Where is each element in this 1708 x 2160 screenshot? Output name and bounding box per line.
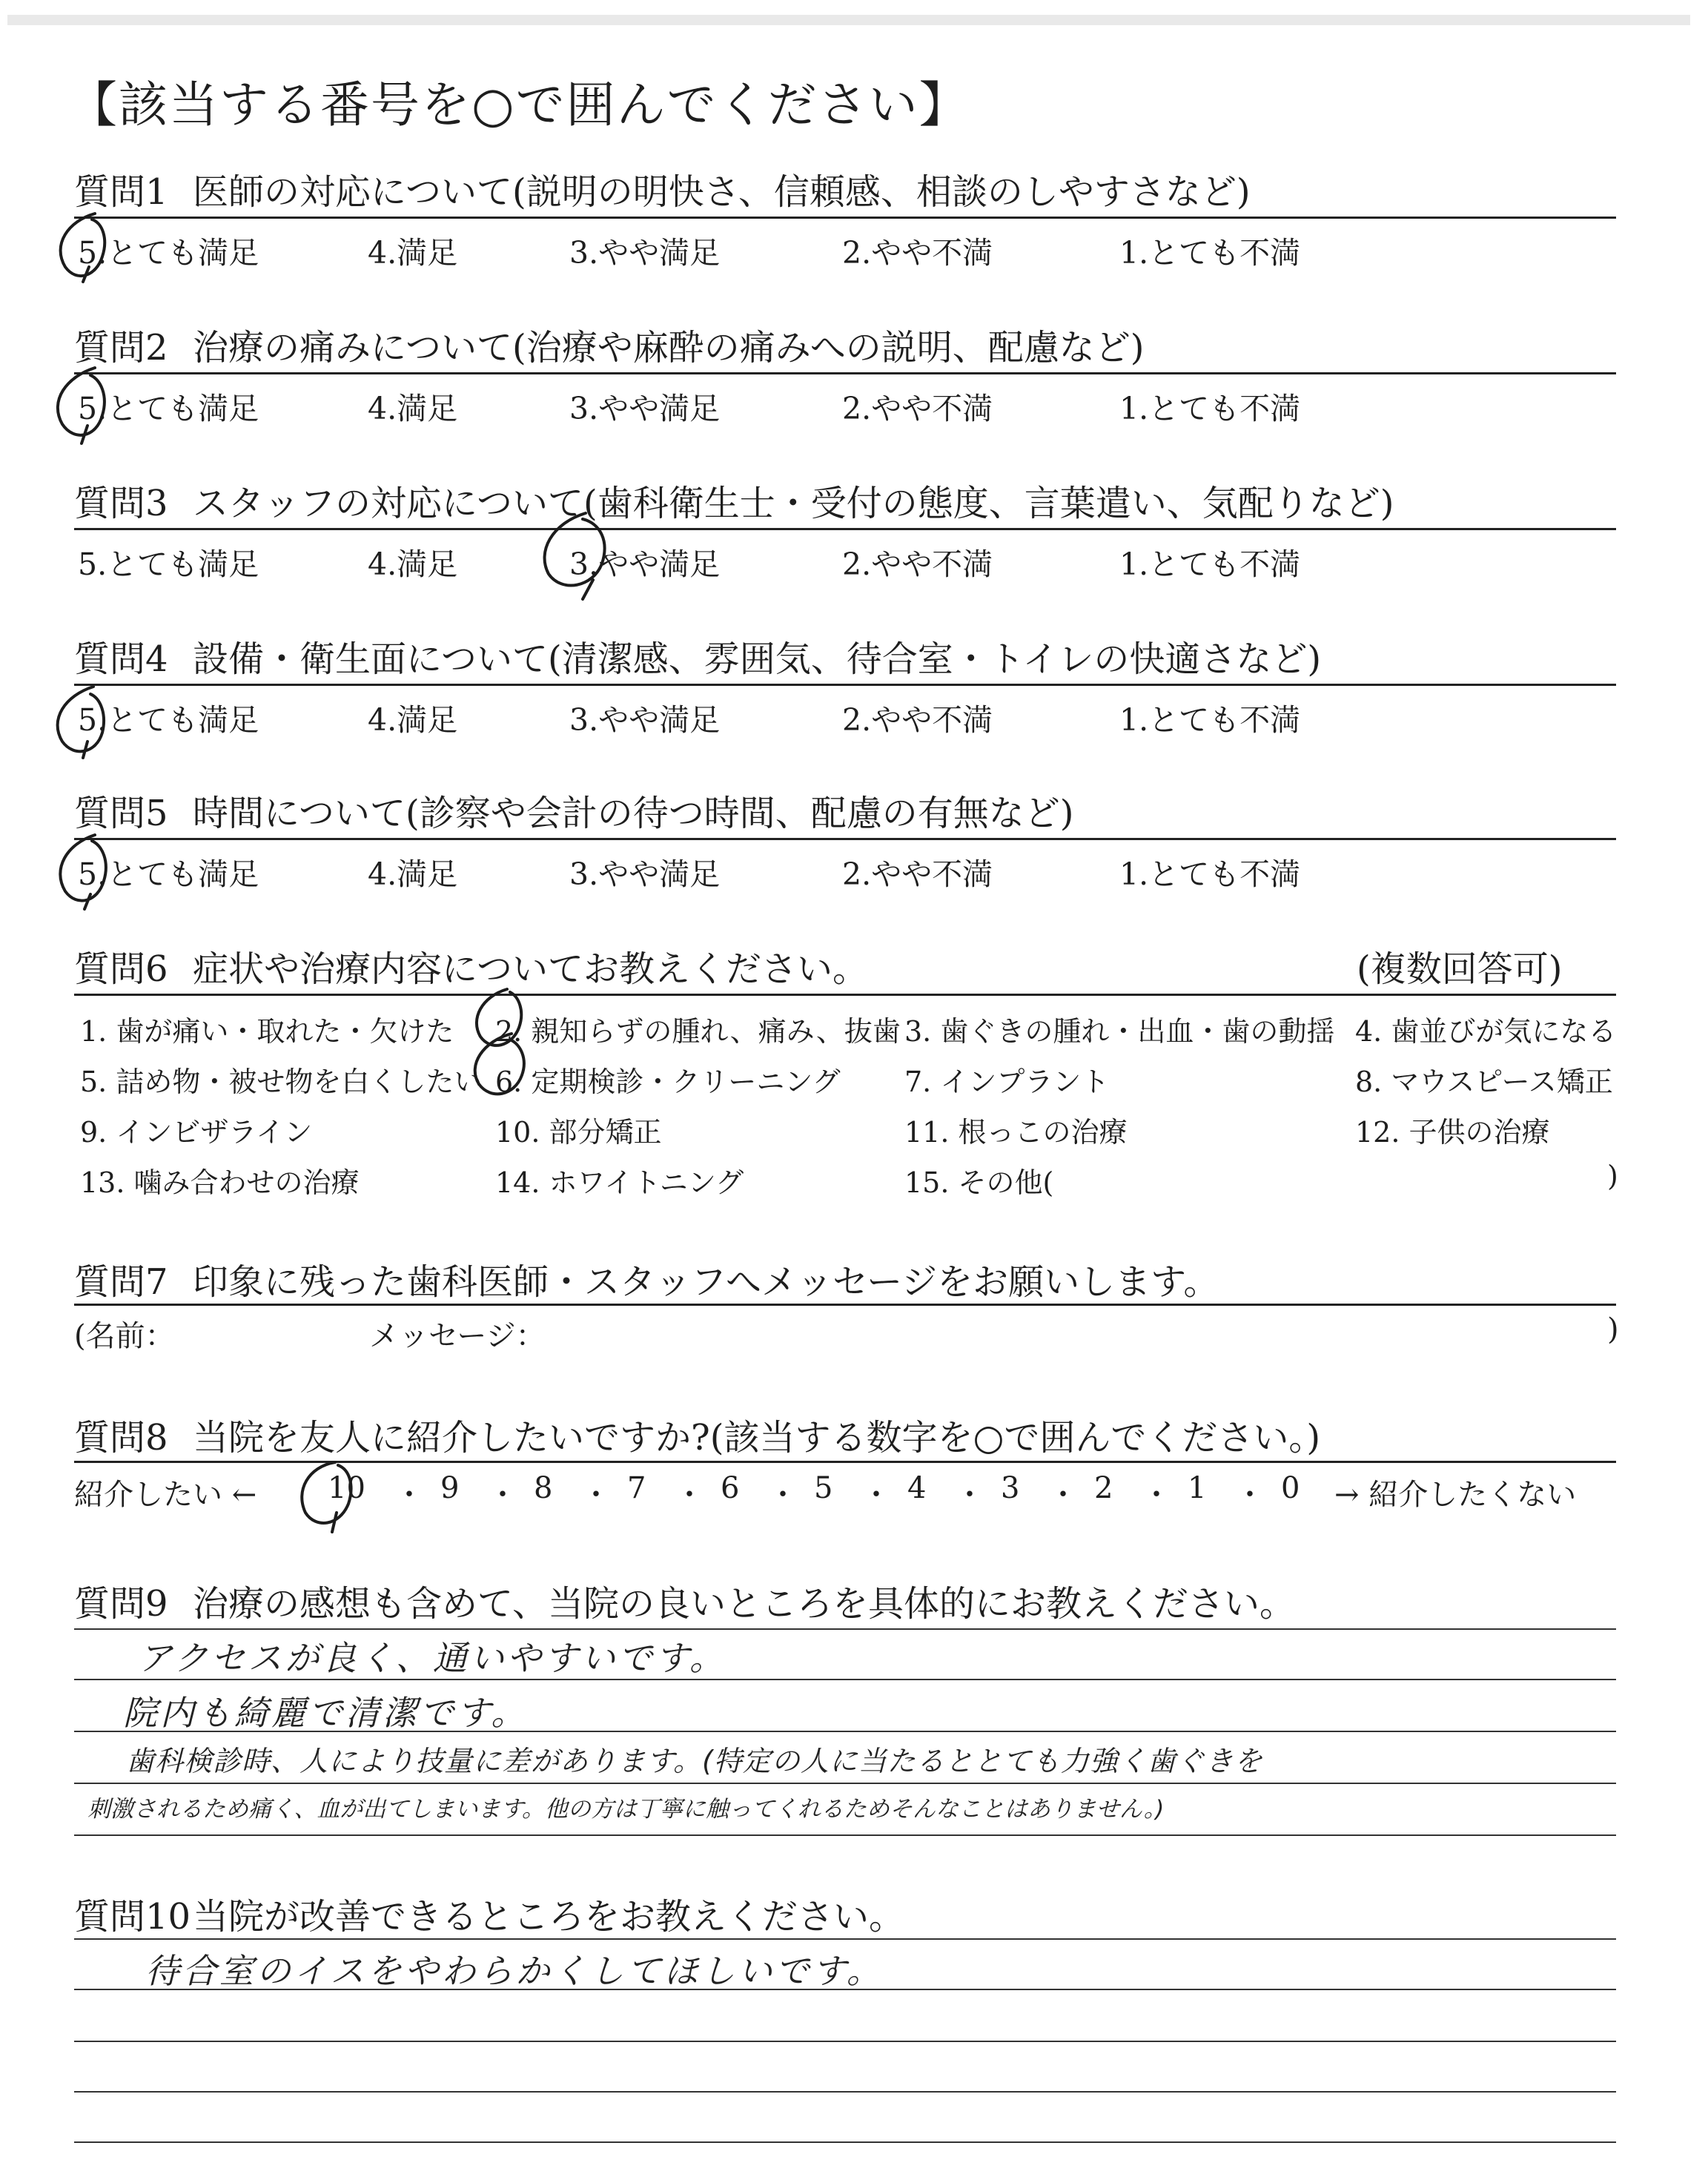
question-text: 時間について(診察や会計の待つ時間、配慮の有無など) <box>193 793 1074 834</box>
checkbox-item[interactable]: 5. 詰め物・被せ物を白くしたい <box>80 1066 483 1098</box>
checkbox-item[interactable]: 7. インプラント <box>904 1066 1110 1098</box>
question-number: 質問10 <box>74 1896 191 1938</box>
scale-7[interactable]: 7 <box>627 1471 646 1505</box>
scale-dot: ・ <box>488 1478 517 1512</box>
scale-9[interactable]: 9 <box>440 1471 460 1505</box>
handwritten-answer: 待合室のイスをやわらかくしてほしいです。 <box>145 1951 884 1991</box>
option-1[interactable]: 1.とても不満 <box>1119 546 1301 582</box>
checkbox-item[interactable]: 9. インビザライン <box>80 1116 313 1149</box>
question-8 <box>74 1409 1320 1460</box>
checkbox-item[interactable]: 11. 根っこの治療 <box>904 1116 1128 1149</box>
q5-options <box>74 850 1616 894</box>
question-4 <box>74 630 1321 681</box>
option-5[interactable]: 5.とても満足 <box>78 856 259 892</box>
option-4[interactable]: 4.満足 <box>368 235 458 271</box>
checkbox-item[interactable]: 14. ホワイトニング <box>495 1166 744 1199</box>
checkbox-item[interactable]: 15. その他( <box>904 1166 1054 1199</box>
handwritten-answer: 院内も綺麗で清潔です。 <box>123 1693 529 1733</box>
question-text: 当院を友人に紹介したいですか?(該当する数字を○で囲んでください。) <box>193 1417 1321 1459</box>
message-label: メッセージ： <box>369 1319 546 1353</box>
handwritten-answer: 歯科検診時、人により技量に差があります。(特定の人に当たるととても力強く歯ぐきを <box>126 1745 1263 1777</box>
question-9 <box>74 1575 1295 1626</box>
checkbox-item[interactable]: 10. 部分矯正 <box>495 1116 662 1149</box>
option-4[interactable]: 4.満足 <box>368 391 458 426</box>
question-text: 症状や治療内容についてお教えください。 <box>193 948 869 990</box>
option-5[interactable]: 5.とても満足 <box>78 391 259 426</box>
q2-options <box>74 384 1616 429</box>
scale-4[interactable]: 4 <box>907 1471 927 1505</box>
option-2[interactable]: 2.やや不満 <box>842 546 993 582</box>
question-text: 治療の感想も含めて、当院の良いところを具体的にお教えください。 <box>193 1583 1296 1625</box>
question-5 <box>74 785 1074 836</box>
question-2 <box>74 319 1145 370</box>
q8-scale <box>74 1471 1616 1516</box>
handwritten-answer: 刺激されるため痛く、血が出てしまいます。他の方は丁寧に触ってくれるためそんなことはありません。) <box>87 1796 1165 1823</box>
option-2[interactable]: 2.やや不満 <box>842 391 993 426</box>
divider <box>74 684 1616 686</box>
option-2[interactable]: 2.やや不満 <box>842 235 993 271</box>
answer-line <box>74 2091 1616 2093</box>
option-1[interactable]: 1.とても不満 <box>1119 235 1301 271</box>
divider <box>74 838 1616 840</box>
scale-dot: ・ <box>675 1478 704 1512</box>
instruction-heading: 【該当する番号を○で囲んでください】 <box>68 76 970 133</box>
question-7 <box>74 1253 1219 1304</box>
scale-10[interactable]: 10 <box>328 1471 365 1505</box>
divider <box>74 217 1616 219</box>
question-text: 設備・衛生面について(清潔感、雰囲気、待合室・トイレの快適さなど) <box>193 638 1322 680</box>
checkbox-item[interactable]: 6. 定期検診・クリーニング <box>495 1066 841 1098</box>
scale-dot: ・ <box>581 1478 611 1512</box>
question-number: 質問3 <box>74 483 168 524</box>
question-text: スタッフの対応について(歯科衛生士・受付の態度、言葉遣い、気配りなど) <box>193 483 1394 524</box>
divider <box>74 994 1616 996</box>
question-number: 質問5 <box>74 793 168 834</box>
scale-dot: ・ <box>768 1478 798 1512</box>
option-3[interactable]: 3.やや満足 <box>569 856 721 892</box>
checkbox-item[interactable]: 12. 子供の治療 <box>1355 1116 1550 1149</box>
checkbox-item[interactable]: 13. 噛み合わせの治療 <box>80 1166 360 1199</box>
scale-0[interactable]: 0 <box>1281 1471 1300 1505</box>
option-4[interactable]: 4.満足 <box>368 856 458 892</box>
option-3[interactable]: 3.やや満足 <box>569 702 721 738</box>
question-text: 治療の痛みについて(治療や麻酔の痛みへの説明、配慮など) <box>193 327 1145 369</box>
option-4[interactable]: 4.満足 <box>368 702 458 738</box>
option-3[interactable]: 3.やや満足 <box>569 235 721 271</box>
close-paren: ) <box>1607 1312 1619 1347</box>
question-number: 質問4 <box>74 638 168 680</box>
divider <box>74 528 1616 530</box>
option-4[interactable]: 4.満足 <box>368 546 458 582</box>
option-5[interactable]: 5.とても満足 <box>78 235 259 271</box>
scale-2[interactable]: 2 <box>1094 1471 1113 1505</box>
option-5[interactable]: 5.とても満足 <box>78 546 259 582</box>
option-1[interactable]: 1.とても不満 <box>1119 856 1301 892</box>
question-3 <box>74 475 1394 526</box>
question-text: 当院が改善できるところをお教えください。 <box>193 1896 905 1938</box>
scale-1[interactable]: 1 <box>1188 1471 1207 1505</box>
answer-line <box>74 1938 1616 1940</box>
checkbox-item[interactable]: 1. 歯が痛い・取れた・欠けた <box>80 1015 454 1048</box>
scale-6[interactable]: 6 <box>721 1471 740 1505</box>
scale-right-label: → 紹介したくない <box>1334 1478 1577 1512</box>
question-number: 質問7 <box>74 1261 168 1303</box>
answer-line <box>74 2041 1616 2042</box>
scale-dot: ・ <box>955 1478 984 1512</box>
option-3[interactable]: 3.やや満足 <box>569 391 721 426</box>
checkbox-item[interactable]: 8. マウスピース矯正 <box>1355 1066 1613 1098</box>
scale-dot: ・ <box>1142 1478 1171 1512</box>
scale-dot: ・ <box>861 1478 891 1512</box>
q3-options <box>74 540 1616 584</box>
other-close-paren: ) <box>1607 1160 1618 1192</box>
question-text: 印象に残った歯科医師・スタッフへメッセージをお願いします。 <box>193 1261 1219 1303</box>
q4-options <box>74 696 1616 740</box>
answer-line <box>74 1783 1616 1784</box>
question-number: 質問8 <box>74 1417 168 1459</box>
option-1[interactable]: 1.とても不満 <box>1119 391 1301 426</box>
answer-line <box>74 2141 1616 2143</box>
q1-options <box>74 228 1616 273</box>
option-1[interactable]: 1.とても不満 <box>1119 702 1301 738</box>
checkbox-item[interactable]: 2. 親知らずの腫れ、痛み、抜歯 <box>495 1015 901 1048</box>
scan-edge <box>7 15 1690 25</box>
option-5[interactable]: 5.とても満足 <box>78 702 259 738</box>
handwritten-answer: アクセスが良く、通いやすいです。 <box>138 1638 727 1678</box>
question-text: 医師の対応について(説明の明快さ、信頼感、相談のしやすさなど) <box>193 171 1251 213</box>
checkbox-item[interactable]: 4. 歯並びが気になる <box>1355 1015 1617 1048</box>
checkbox-item[interactable]: 3. 歯ぐきの腫れ・出血・歯の動揺 <box>904 1015 1335 1048</box>
divider <box>74 1461 1616 1463</box>
question-number: 質問9 <box>74 1583 168 1625</box>
scale-dot: ・ <box>1235 1478 1265 1512</box>
question-10 <box>74 1888 904 1939</box>
question-6 <box>74 940 868 991</box>
answer-line <box>74 1834 1616 1836</box>
multiple-answer-note: (複数回答可) <box>1357 948 1563 990</box>
divider <box>74 1304 1616 1306</box>
question-number: 質問1 <box>74 171 168 213</box>
option-2[interactable]: 2.やや不満 <box>842 702 993 738</box>
answer-line <box>74 1628 1616 1630</box>
scale-5[interactable]: 5 <box>814 1471 833 1505</box>
scale-dot: ・ <box>1048 1478 1078 1512</box>
scale-left-label: 紹介したい ← <box>74 1478 257 1512</box>
question-number: 質問6 <box>74 948 168 990</box>
option-3[interactable]: 3.やや満足 <box>569 546 721 582</box>
scale-dot: ・ <box>394 1478 424 1512</box>
option-2[interactable]: 2.やや不満 <box>842 856 993 892</box>
scale-8[interactable]: 8 <box>534 1471 553 1505</box>
scale-3[interactable]: 3 <box>1001 1471 1020 1505</box>
question-1 <box>74 163 1251 214</box>
divider <box>74 372 1616 374</box>
name-label: (名前： <box>74 1319 175 1353</box>
question-number: 質問2 <box>74 327 168 369</box>
